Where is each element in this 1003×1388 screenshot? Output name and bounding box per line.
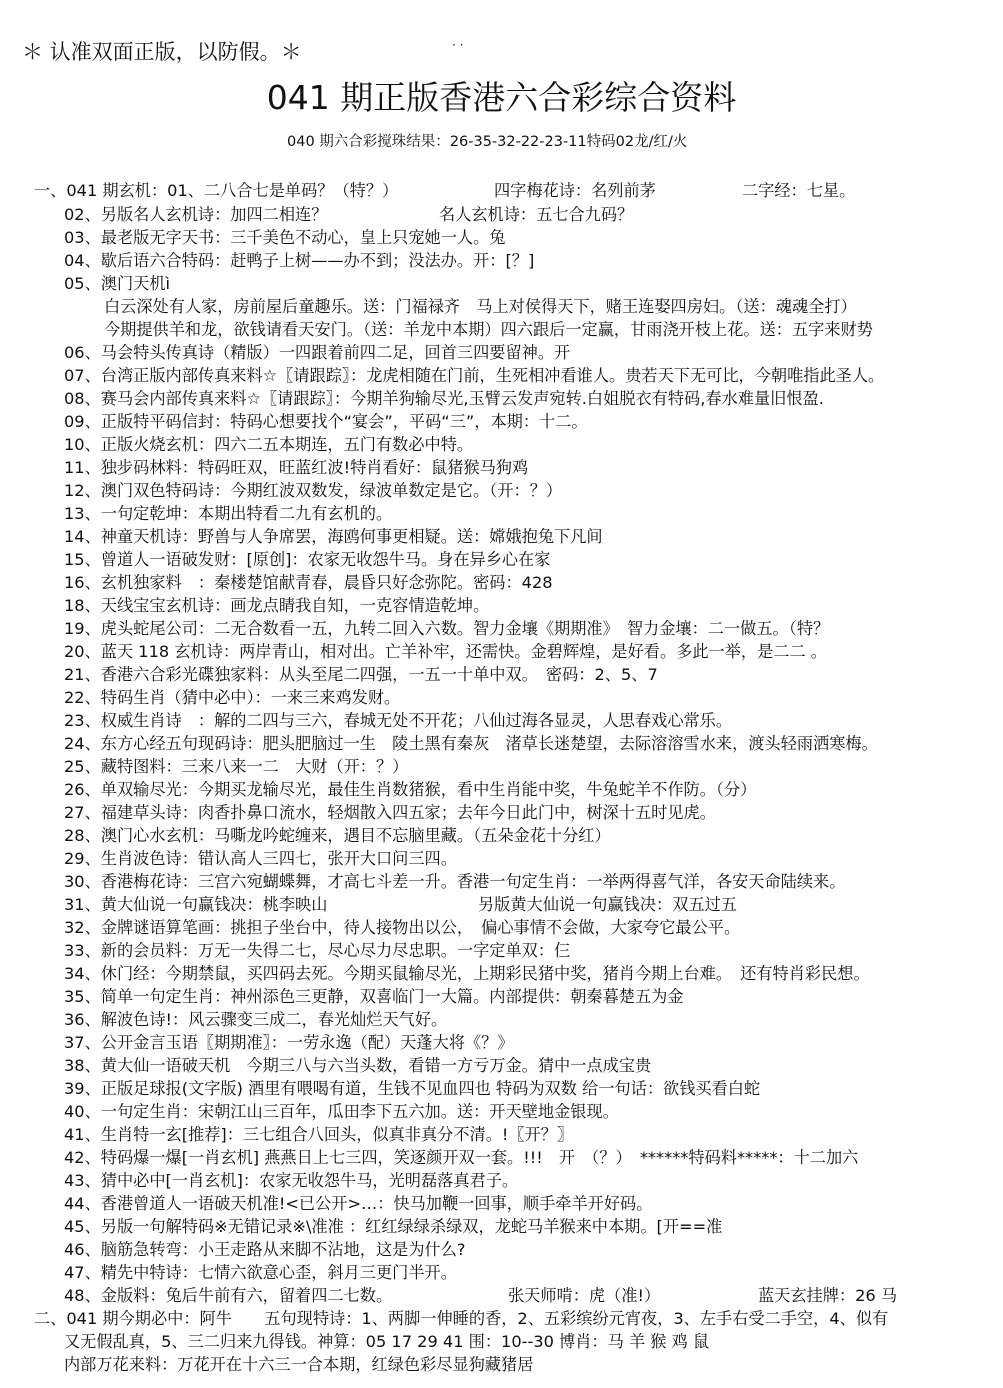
item-12: 12、澳门双色特码诗：今期红波双数发，绿波单数定是它。（开：？）	[64, 481, 563, 500]
item-22: 22、特码生肖（猜中必中）：一来三来鸡发财。	[64, 688, 401, 707]
item-33: 33、新的会员料：万无一失得二七，尽心尽力尽忠职。一字定单双：仨	[64, 941, 571, 960]
item-24: 24、东方心经五句现码诗：肥头肥脑过一生 陵土黑有秦灰 渚草长迷楚望，去际溶溶雪水来，渡头轻雨洒寒梅。	[64, 734, 878, 753]
item-20: 20、蓝天 118 玄机诗：两岸青山，相对出。亡羊补牢，还需快。金碧辉煌，是好看。多此一举，是二二 。	[64, 642, 827, 661]
item-16: 16、玄机独家料 ：秦楼楚馆献青春，晨昏只好念弥陀。密码：428	[64, 573, 553, 592]
item-44: 44、香港曾道人一语破天机准!<已公开>…：快马加鞭一回事，顺手牵羊开好码。	[64, 1194, 653, 1213]
header-note: ＊ 认准双面正版，以防假。＊	[22, 40, 302, 64]
item-01	[34, 180, 856, 202]
item-34: 34、休门经：今期禁鼠，买四码去死。今期买鼠输尽光，上期彩民猪中奖，猪肖今期上台难。 还有特肖彩民想。	[64, 964, 870, 983]
item-48-text: 48、金版料：兔后牛前有六，留着四二七数。	[64, 1286, 393, 1305]
item-14: 14、神童天机诗：野兽与人争席罢，海鸥何事更相疑。送：嫦娥抱兔下凡间	[64, 527, 603, 546]
item-13: 13、一句定乾坤：本期出特看二九有玄机的。	[64, 504, 393, 523]
item-31	[64, 894, 737, 916]
item-31-alt: 另版黄大仙说一句赢钱决：双五过五	[478, 895, 737, 914]
section-2-line-2: 又无假乱真，5、三二归来九得钱。神算：05 17 29 41 围：10--30 博肖：马 羊 猴 鸡 鼠	[64, 1332, 710, 1351]
item-47: 47、精先中特诗：七情六欲意心歪，斜月三更门半开。	[64, 1263, 457, 1282]
item-37: 37、公开金言玉语〖期期准〗：一劳永逸（配）天蓬大将《？》	[64, 1033, 514, 1052]
item-01-text: 一、041 期玄机：01、二八合七是单码？（特？）	[34, 181, 399, 200]
item-09: 09、正版特平码信封：特码心想要找个“宴会”，平码“三”，本期：十二。	[64, 412, 588, 431]
item-32: 32、金牌谜语算笔画：挑担子坐台中，待人接物出以公， 偏心事情不会做，大家夸它最公平。	[64, 918, 741, 937]
item-08: 08、赛马会内部传真来料☆〖请跟踪〗：今期羊狗输尽光,玉臂云发声宛转.白姐脱衣有特码,春水难量旧恨盈.	[64, 389, 824, 408]
section-2-line-1: 二、041 期今期必中：阿牛 五句现特诗：1、两脚一伸睡的香，2、五彩缤纷元宵夜，3、左手右受二手空，4、似有	[34, 1309, 889, 1328]
item-07: 07、台湾正版内部传真来料☆〖请跟踪〗：龙虎相随在门前，生死相冲看谁人。贵若天下无可比，今朝唯指此圣人。	[64, 366, 885, 385]
header-dots: · ·	[452, 38, 464, 52]
item-30: 30、香港梅花诗：三宫六宛蝴蝶舞，才高七斗差一升。香港一句定生肖：一举两得喜气洋，各安天命陆续来。	[64, 872, 846, 891]
item-40: 40、一句定生肖：宋朝江山三百年，瓜田李下五六加。送：开天壁地金银现。	[64, 1102, 619, 1121]
page-title: 041 期正版香港六合彩综合资料	[266, 78, 737, 117]
item-26: 26、单双输尽光：今期买龙输尽光，最佳生肖数猪猴，看中生肖能中奖，牛兔蛇羊不作防。（分）	[64, 780, 757, 799]
item-48-sign: 蓝天玄挂牌：26 马	[758, 1286, 898, 1305]
item-18: 18、天线宝宝玄机诗：画龙点睛我自知，一克容情造乾坤。	[64, 596, 490, 615]
item-02	[64, 204, 634, 226]
item-01-poem: 四字梅花诗：名列前茅	[494, 181, 656, 200]
item-29: 29、生肖波色诗：错认高人三四七，张开大口问三四。	[64, 849, 457, 868]
item-35: 35、简单一句定生肖：神州添色三更静，双喜临门一大篇。内部提供：朝秦暮楚五为金	[64, 987, 684, 1006]
item-10: 10、正版火烧玄机：四六二五本期连，五门有数必中特。	[64, 435, 474, 454]
item-05: 05、澳门天机ì	[64, 274, 171, 293]
item-43: 43、猜中必中[一肖玄机]：农家无收怨牛马，光明磊落真君子。	[64, 1171, 519, 1190]
item-06: 06、马会特头传真诗（精版）一四跟着前四二足，回首三四要留神。开	[64, 343, 571, 362]
item-39: 39、正版足球报(文字版) 酒里有喂喝有道，生钱不见血四也 特码为双数 给一句话：欲钱买看白蛇	[64, 1079, 761, 1098]
item-21: 21、香港六合彩光碟独家料：从头至尾二四强，一五一十单中双。 密码：2、5、7	[64, 665, 658, 684]
item-38: 38、黄大仙一语破天机 今期三八与六当头数，看错一方亏万金。猜中一点成宝贵	[64, 1056, 652, 1075]
item-31-text: 31、黄大仙说一句赢钱决：桃李映山	[64, 895, 328, 914]
item-11: 11、独步码林料：特码旺双，旺蓝红波!特肖看好：鼠猪猴马狗鸡	[64, 458, 529, 477]
item-05-verse-1: 白云深处有人家，房前屋后童趣乐。送：门福禄齐 马上对侯得天下，赌王连娶四房妇。（送：魂魂全打）	[104, 297, 857, 316]
item-41: 41、生肖特一玄[推荐]：三七组合八回头，似真非真分不清。!〖开？〗	[64, 1125, 574, 1144]
item-15: 15、曾道人一语破发财：[原创]：农家无收怨牛马。身在异乡心在家	[64, 550, 551, 569]
item-01-classic: 二字经：七星。	[742, 181, 856, 200]
previous-draw-result: 040 期六合彩搅珠结果：26-35-32-22-23-11特码02龙/红/火	[287, 134, 688, 150]
item-02-text: 02、另版名人玄机诗：加四二相连？	[64, 205, 328, 224]
item-42: 42、特码爆一爆[一肖玄机] 燕燕日上七三四，笑逐颜开双一套。!!! 开 （？） ******特码料*****：十二加六	[64, 1148, 859, 1167]
section-2-line-3: 内部万花来料：万花开在十六三一合本期，红绿色彩尽显狗藏猪居	[64, 1355, 534, 1374]
item-28: 28、澳门心水玄机：马嘶龙吟蛇缠来，遇目不忘脑里藏。（五朵金花十分红）	[64, 826, 611, 845]
item-36: 36、解波色诗!：风云骤变三成二，春光灿烂天气好。	[64, 1010, 448, 1029]
item-04: 04、歇后语六合特码：赶鸭子上树——办不到；没法办。开：[？]	[64, 251, 535, 270]
item-05-verse-2: 今期提供羊和龙，欲钱请看天安门。（送：羊龙中本期）四六跟后一定赢，甘雨浇开枝上花。送：五字来财势	[104, 320, 873, 339]
item-02-poem: 名人玄机诗：五七合九码？	[439, 205, 634, 224]
item-19: 19、虎头蛇尾公司：二无合数看一五，九转二回入六数。智力金壤《期期准》 智力金壤：二一做五。（特？	[64, 619, 830, 638]
item-03: 03、最老版无字天书：三千美色不动心，皇上只宠她一人。兔	[64, 228, 506, 247]
item-48-master: 张天师啃：虎（准!）	[508, 1286, 661, 1305]
item-45: 45、另版一句解特码※无错记录※\准准 ：红红绿绿杀绿双，龙蛇马羊猴来中本期。[开==准	[64, 1217, 723, 1236]
item-46: 46、脑筋急转弯：小王走路从来脚不沾地，这是为什么?	[64, 1240, 466, 1259]
item-23: 23、权威生肖诗 ：解的二四与三六，春城无处不开花；八仙过海各显灵，人思春戏心常乐。	[64, 711, 733, 730]
item-25: 25、藏特图料：三来八来一二 大财（开：？）	[64, 757, 409, 776]
item-27: 27、福建草头诗：肉香扑鼻口流水，轻烟散入四五家；去年今日此门中，树深十五时见虎。	[64, 803, 716, 822]
item-48	[64, 1285, 898, 1307]
